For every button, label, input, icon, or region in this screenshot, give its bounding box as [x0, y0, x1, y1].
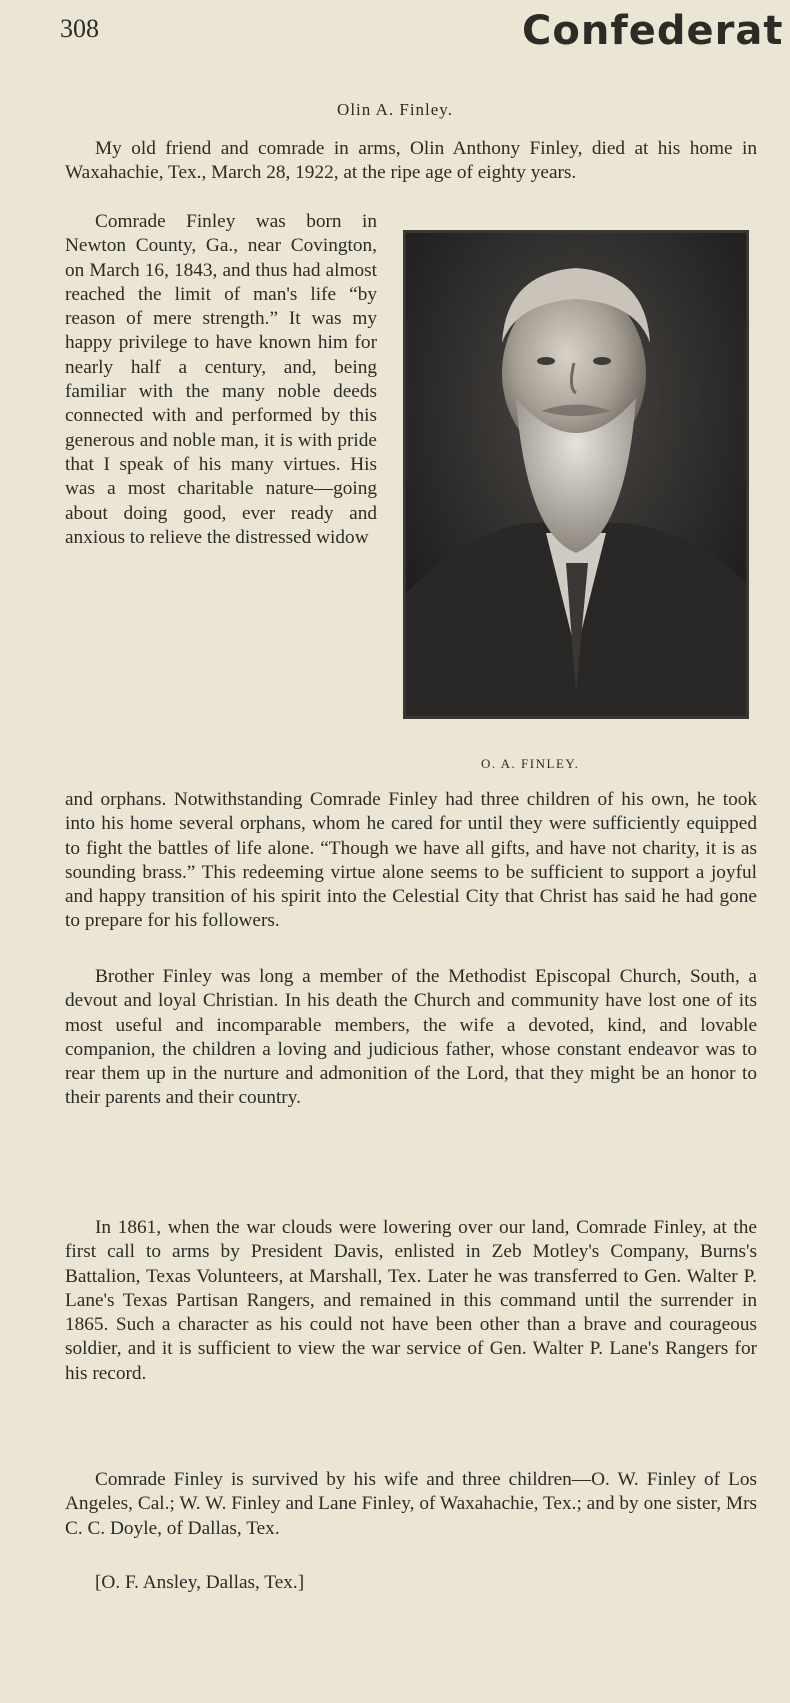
- continued-paragraph: and orphans. Notwithstanding Comrade Finley had three children of his own, he took into his home several orphans, whom he cared for until they were sufficiently equipped to fight the battles of life alone. “Though we have all gifts, and have not charity, it is as sounding brass.” This redeeming virtue alone seems to be sufficient to support a joyful and happy transition of his spirit into the Celestial City that Christ has said he had gone to prepare for his followers.: [65, 789, 757, 932]
- paragraph-survivors: Comrade Finley is survived by his wife and three children—O. W. Finley of Los Angeles, Cal.; W. W. Finley and Lane Finley, of Waxahachie, Tex.; and by one sister, Mrs C. C. Doyle, of Dallas, Tex.: [65, 1469, 757, 1539]
- signature: [O. F. Ansley, Dallas, Tex.]: [95, 1572, 305, 1593]
- page-number: 308: [60, 14, 99, 43]
- intro-paragraph: My old friend and comrade in arms, Olin Anthony Finley, died at his home in Waxahachie, Tex., March 28, 1922, at the ripe age of eighty years.: [65, 138, 757, 184]
- paragraph-methodist: Brother Finley was long a member of the Methodist Episcopal Church, South, a devout and loyal Christian. In his death the Church and community have lost one of its most useful and incomparable members, the wife a devoted, kind, and lovable companion, the children a loving and judicious father, whose constant endeavor was to rear them up in the nurture and admonition of the Lord, that they might be an honor to their parents and their country.: [65, 966, 757, 1109]
- running-head: Confederat: [522, 8, 784, 54]
- portrait-photo: [403, 230, 749, 719]
- wrapped-paragraph: Comrade Finley was born in Newton County, Ga., near Covington, on March 16, 1843, and thus had almost reached the limit of man's life “by reason of mere strength.” It was my happy privilege to have known him for nearly half a century, and, being familiar with the many noble deeds connected with and performed by this generous and noble man, it is with pride that I speak of his many virtues. His was a most charitable nature—going about doing good, ever ready and anxious to relieve the distressed widow: [65, 211, 377, 548]
- photo-caption: O. A. FINLEY.: [481, 756, 580, 771]
- article-title: Olin A. Finley.: [337, 100, 453, 119]
- paragraph-war-service: In 1861, when the war clouds were lowering over our land, Comrade Finley, at the first call to arms by President Davis, enlisted in Zeb Motley's Company, Burns's Battalion, Texas Volunteers, at Marshall, Tex. Later he was transferred to Gen. Walter P. Lane's Texas Partisan Rangers, and remained in this command until the surrender in 1865. Such a character as his could not have been other than a brave and courageous soldier, and it is sufficient to view the war service of Gen. Walter P. Lane's Rangers for his record.: [65, 1217, 757, 1384]
